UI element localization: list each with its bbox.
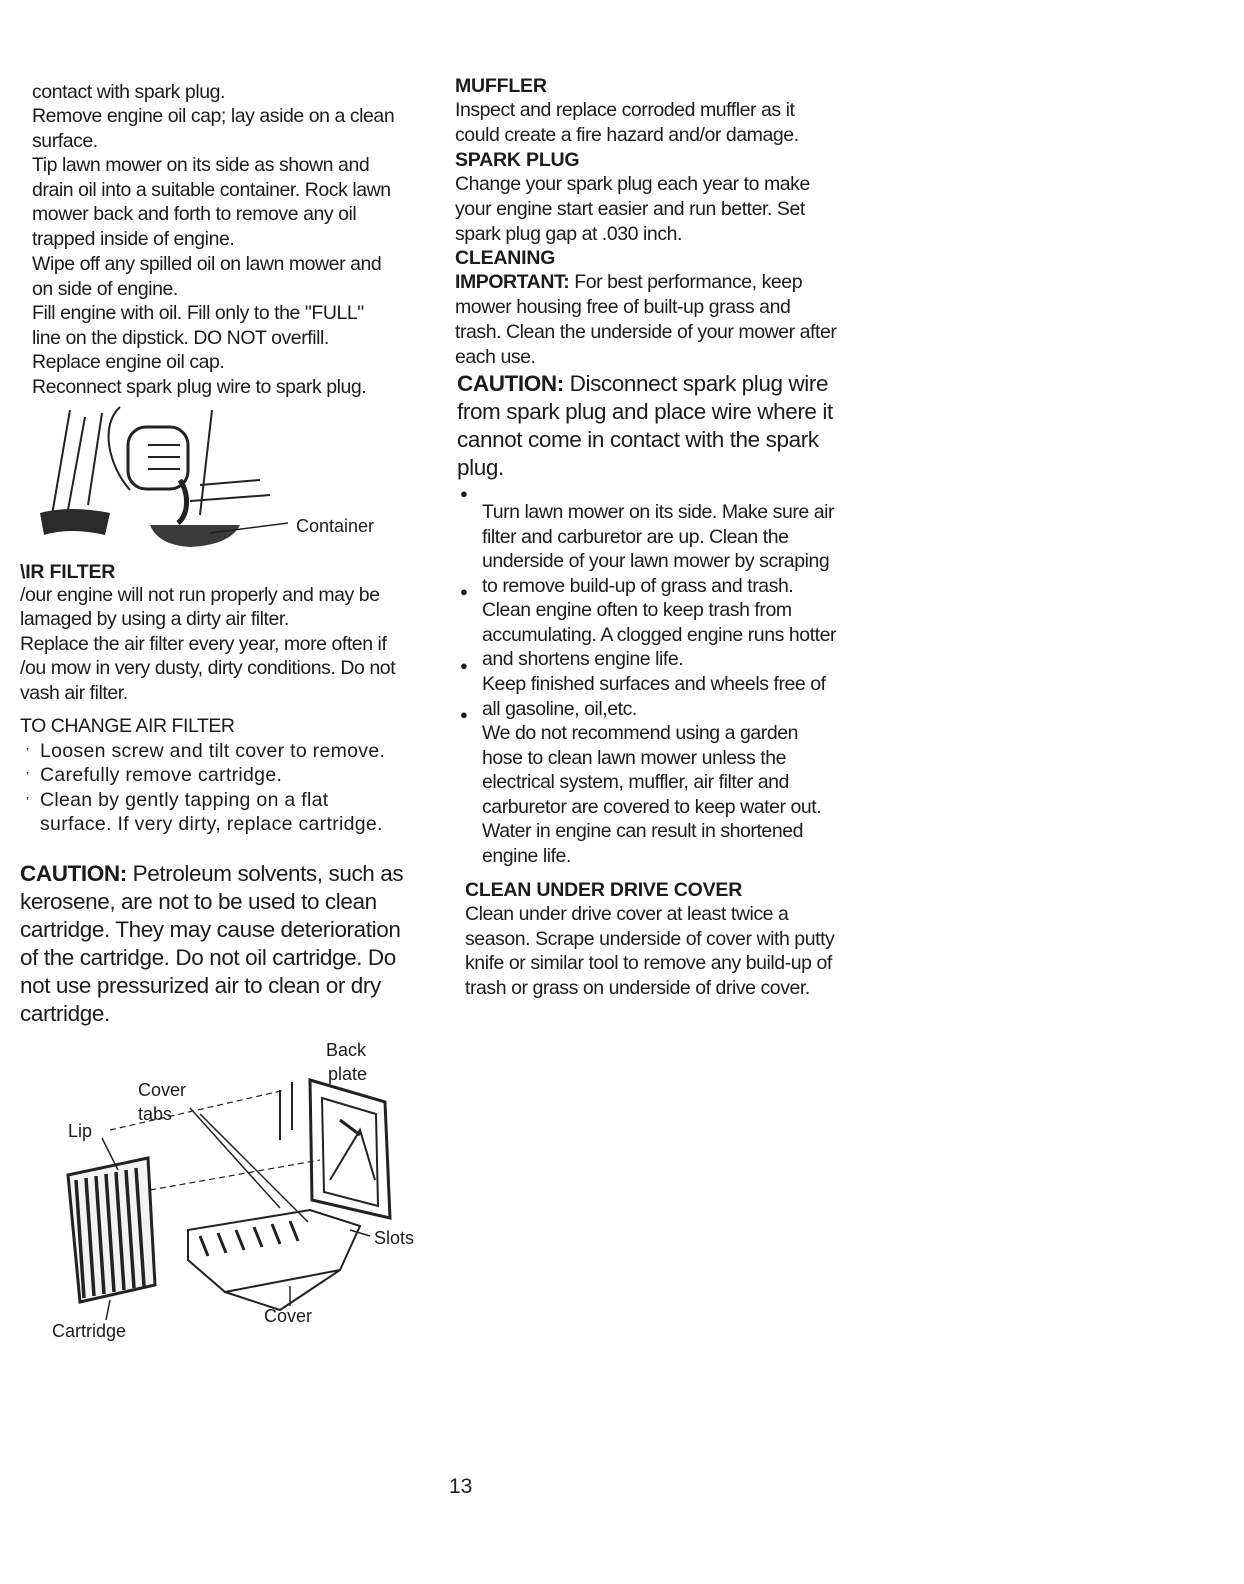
caution-block-line: cartridge. They may cause deterioration bbox=[20, 917, 401, 942]
body-line: trapped inside of engine. bbox=[32, 228, 235, 250]
bullet-line: electrical system, muffler, air filter and bbox=[482, 770, 789, 793]
body-line: IMPORTANT: For best performance, keep bbox=[455, 271, 803, 293]
back-plate-label: plate bbox=[328, 1064, 368, 1084]
bullet-line: engine life. bbox=[482, 844, 571, 867]
caution-block-line: CAUTION: Petroleum solvents, such as bbox=[20, 861, 404, 886]
bullet-line: Water in engine can result in shortened bbox=[482, 819, 804, 842]
bullet-mark: ’ bbox=[26, 745, 29, 760]
body-line: Replace the air filter every year, more often if bbox=[20, 633, 387, 655]
body-line: knife or similar tool to remove any build-up of bbox=[465, 952, 832, 974]
slots-label: Slots bbox=[374, 1228, 415, 1248]
caution-block-line: cartridge. bbox=[20, 1001, 110, 1026]
caution-block-line: kerosene, are not to be used to clean bbox=[20, 889, 377, 914]
body-line: vash air filter. bbox=[20, 682, 128, 704]
step-item: surface. If very dirty, replace cartridge. bbox=[40, 813, 383, 835]
body-line: Tip lawn mower on its side as shown and bbox=[32, 154, 370, 176]
bullet-line: We do not recommend using a garden bbox=[482, 721, 799, 744]
body-line: drain oil into a suitable container. Rock lawn bbox=[32, 179, 391, 201]
bullet-line: and shortens engine life. bbox=[482, 647, 684, 670]
cartridge-label: Cartridge bbox=[52, 1321, 127, 1341]
body-line: Replace engine oil cap. bbox=[32, 351, 225, 373]
body-line: Fill engine with oil. Fill only to the "FULL" bbox=[32, 302, 364, 324]
body-line: trash or grass on underside of drive cover. bbox=[465, 977, 810, 999]
body-line: /our engine will not run properly and may be bbox=[20, 584, 380, 606]
body-line: mower housing free of built-up grass and bbox=[455, 296, 791, 318]
body-line: spark plug gap at .030 inch. bbox=[455, 223, 682, 245]
bullet-line: all gasoline, oil,etc. bbox=[482, 697, 637, 720]
body-line: trash. Clean the underside of your mower after bbox=[455, 321, 837, 343]
body-line: Reconnect spark plug wire to spark plug. bbox=[32, 376, 367, 398]
caution-block-line: cannot come in contact with the spark bbox=[457, 427, 819, 452]
body-line: season. Scrape underside of cover with putty bbox=[465, 928, 835, 950]
body-line: on side of engine. bbox=[32, 278, 178, 300]
bullet-dot: ● bbox=[460, 658, 468, 673]
body-line: Inspect and replace corroded muffler as it bbox=[455, 99, 795, 121]
body-line: surface. bbox=[32, 130, 98, 152]
back-plate-label: Back bbox=[326, 1040, 367, 1060]
step-item: Carefully remove cartridge. bbox=[40, 764, 283, 786]
bullet-line: carburetor are covered to keep water out. bbox=[482, 795, 822, 818]
bullet-line: hose to clean lawn mower unless the bbox=[482, 746, 787, 769]
step-item: Clean by gently tapping on a flat bbox=[40, 789, 329, 811]
body-line: mower back and forth to remove any oil bbox=[32, 203, 357, 225]
body-line: Clean under drive cover at least twice a bbox=[465, 903, 789, 925]
page-number: 13 bbox=[449, 1475, 473, 1498]
caution-label: CAUTION: bbox=[20, 861, 127, 886]
bullet-line: Clean engine often to keep trash from bbox=[482, 598, 792, 621]
body-line: /ou mow in very dusty, dirty conditions. Do not bbox=[20, 657, 396, 679]
body-line: contact with spark plug. bbox=[32, 81, 225, 103]
bullet-mark: ’ bbox=[26, 794, 29, 809]
bullet-line: Turn lawn mower on its side. Make sure air bbox=[482, 500, 835, 523]
body-line: could create a fire hazard and/or damage. bbox=[455, 124, 799, 146]
body-line: line on the dipstick. DO NOT overfill. bbox=[32, 327, 329, 349]
bullet-dot: ● bbox=[460, 486, 468, 501]
bullet-line: Keep finished surfaces and wheels free of bbox=[482, 672, 826, 695]
bullet-mark: ’ bbox=[26, 769, 29, 784]
bullet-line: underside of your lawn mower by scraping bbox=[482, 549, 830, 572]
body-line: your engine start easier and run better. Set bbox=[455, 198, 805, 220]
oil-drain-illustration bbox=[30, 405, 410, 555]
container-label: Container bbox=[296, 516, 375, 536]
caution-label: CAUTION: bbox=[457, 371, 564, 396]
bullet-line: accumulating. A clogged engine runs hotter bbox=[482, 623, 837, 646]
body-line: Wipe off any spilled oil on lawn mower and bbox=[32, 253, 382, 275]
body-line: Remove engine oil cap; lay aside on a clean bbox=[32, 105, 395, 127]
caution-block-line: not use pressurized air to clean or dry bbox=[20, 973, 381, 998]
air-filter-heading: \IR FILTER bbox=[20, 561, 116, 583]
body-line: each use. bbox=[455, 346, 536, 368]
air-filter-illustration bbox=[40, 1030, 440, 1350]
bullet-line: to remove build-up of grass and trash. bbox=[482, 574, 794, 597]
cover-label: Cover bbox=[264, 1306, 313, 1326]
cleaning-heading: CLEANING bbox=[455, 247, 556, 269]
change-air-filter-heading: TO CHANGE AIR FILTER bbox=[20, 715, 235, 737]
cover-tabs-label: Cover bbox=[138, 1080, 187, 1100]
caution-block-line: of the cartridge. Do not oil cartridge. Do bbox=[20, 945, 396, 970]
caution-block-line: CAUTION: Disconnect spark plug wire bbox=[457, 371, 829, 396]
body-line: Change your spark plug each year to make bbox=[455, 173, 810, 195]
lip-label: Lip bbox=[68, 1121, 93, 1141]
caution-block-line: plug. bbox=[457, 455, 504, 480]
bullet-line: filter and carburetor are up. Clean the bbox=[482, 525, 789, 548]
spark-plug-heading: SPARK PLUG bbox=[455, 149, 580, 171]
caution-block-line: from spark plug and place wire where it bbox=[457, 399, 833, 424]
muffler-heading: MUFFLER bbox=[455, 75, 547, 97]
cover-tabs-label: tabs bbox=[138, 1104, 173, 1124]
drive-cover-heading: CLEAN UNDER DRIVE COVER bbox=[465, 879, 743, 901]
important-label: IMPORTANT: bbox=[455, 271, 570, 293]
bullet-dot: ● bbox=[460, 707, 468, 722]
step-item: Loosen screw and tilt cover to remove. bbox=[40, 740, 386, 762]
bullet-dot: ● bbox=[460, 584, 468, 599]
body-line: lamaged by using a dirty air filter. bbox=[20, 608, 289, 630]
